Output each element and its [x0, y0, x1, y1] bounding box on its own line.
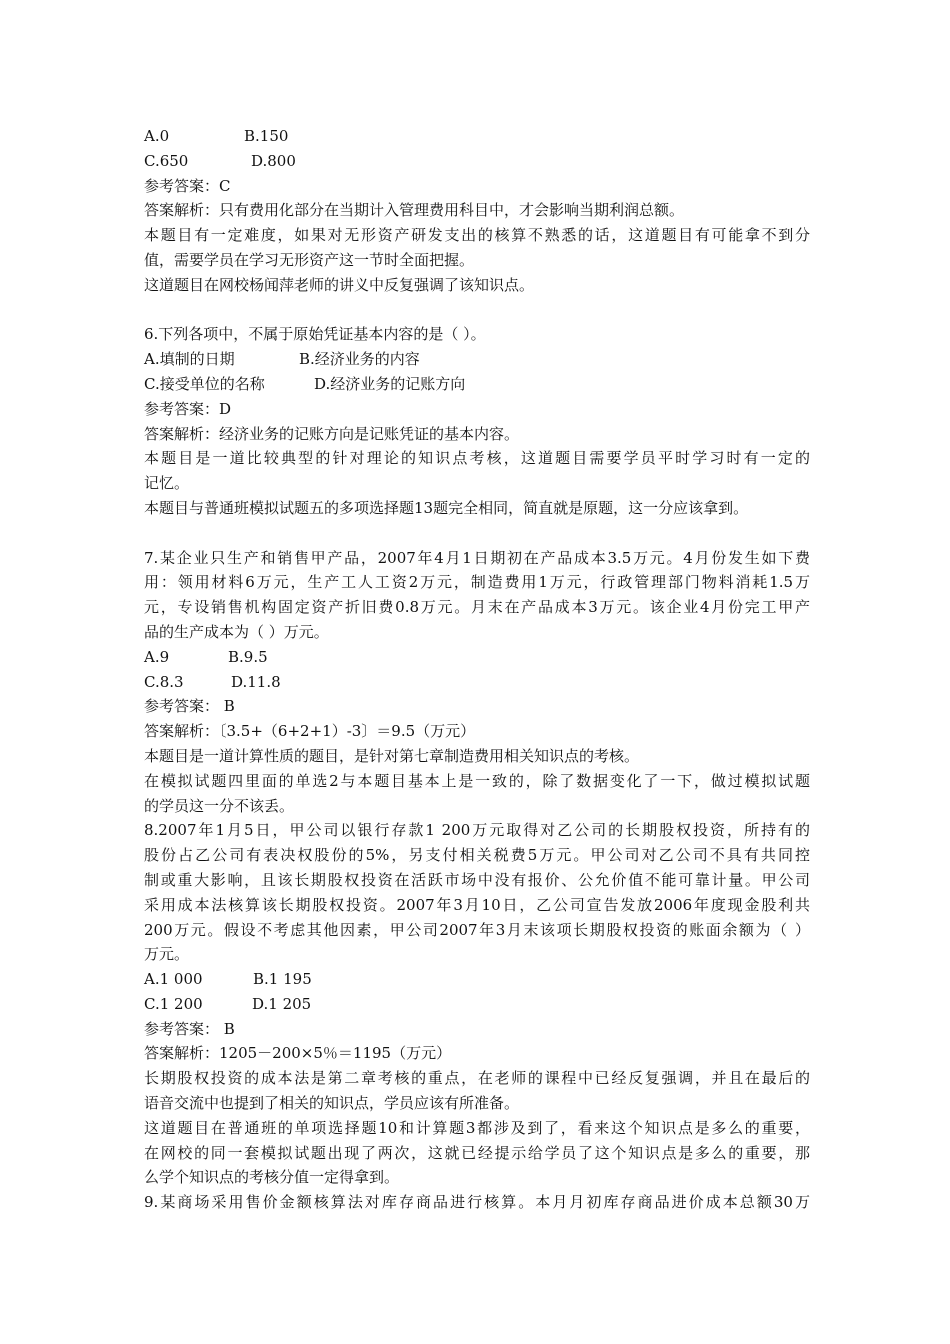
- q7-comment-2: 在模拟试题四里面的单选2与本题目基本上是一致的，除了数据变化了一下，做过模拟试题: [144, 771, 810, 790]
- q6-explanation: 答案解析：经济业务的记账方向是记账凭证的基本内容。: [144, 424, 520, 443]
- q7-stem-line-4: 品的生产成本为（ ）万元。: [144, 622, 329, 641]
- q7-stem-line-1: 7.某企业只生产和销售甲产品，2007年4月1日期初在产品成本3.5万元。4月份发生如下费: [144, 548, 810, 567]
- q5-options-row-1: [144, 124, 810, 149]
- q6-answer: 参考答案：D: [144, 399, 232, 418]
- q8-options-row-2: [144, 992, 810, 1017]
- q5-option-d: D.800: [251, 151, 296, 170]
- q6-comment-2: 本题目与普通班模拟试题五的多项选择题13题完全相同，简直就是原题，这一分应该拿到。: [144, 498, 749, 517]
- q6-stem: 6.下列各项中，不属于原始凭证基本内容的是（ ）。: [144, 325, 486, 344]
- q6-options-row-2: [144, 372, 810, 397]
- q7-option-b: B.9.5: [228, 647, 268, 666]
- q8-stem-line-6: 万元。: [144, 945, 190, 964]
- q7-explanation: 答案解析：〔3.5+（6+2+1）-3〕＝9.5（万元）: [144, 722, 476, 741]
- q7-stem-line-2: 用：领用材料6万元，生产工人工资2万元，制造费用1万元，行政管理部门物料消耗1.5万: [144, 573, 810, 592]
- q7-comment-2-cont: 的学员这一分不该丢。: [144, 796, 295, 815]
- q7-option-d: D.11.8: [231, 672, 281, 691]
- q6-options-row-1: [144, 347, 810, 372]
- q8-stem-line-2: 股份占乙公司有表决权股份的5%，另支付相关税费5万元。甲公司对乙公司不具有共同控: [144, 846, 810, 865]
- q5-comment-1-cont: 值，需要学员在学习无形资产这一节时全面把握。: [144, 250, 475, 269]
- q7-option-c: C.8.3: [144, 672, 184, 691]
- q8-stem-line-3: 制或重大影响，且该长期股权投资在活跃市场中没有报价、公允价值不能可靠计量。甲公司: [144, 870, 810, 889]
- q6-comment-1-cont: 记忆。: [144, 474, 190, 493]
- q6-option-d: D.经济业务的记账方向: [314, 374, 466, 393]
- q7-option-a: A.9: [144, 647, 170, 666]
- q8-options-row-1: [144, 967, 810, 992]
- q8-answer: 参考答案： B: [144, 1019, 235, 1038]
- q6-comment-1: 本题目是一道比较典型的针对理论的知识点考核，这道题目需要学员平时学习时有一定的: [144, 449, 810, 468]
- q5-comment-1: 本题目有一定难度，如果对无形资产研发支出的核算不熟悉的话，这道题目有可能拿不到分: [144, 226, 810, 245]
- q6-option-a: A.填制的日期: [144, 350, 235, 369]
- q6-option-c: C.接受单位的名称: [144, 374, 265, 393]
- q7-answer: 参考答案： B: [144, 697, 235, 716]
- q8-comment-2: 这道题目在普通班的单项选择题10和计算题3都涉及到了，看来这个知识点是多么的重要，: [144, 1118, 810, 1137]
- q5-option-c: C.650: [144, 151, 189, 170]
- q7-options-row-2: [144, 670, 810, 695]
- q8-comment-1-cont: 语音交流中也提到了相关的知识点，学员应该有所准备。: [144, 1094, 520, 1113]
- q7-options-row-1: [144, 645, 810, 670]
- q5-explanation: 答案解析：只有费用化部分在当期计入管理费用科目中，才会影响当期利润总额。: [144, 201, 685, 220]
- q8-stem-line-5: 200万元。假设不考虑其他因素，甲公司2007年3月末该项长期股权投资的账面余额为（ ）: [144, 920, 810, 939]
- q8-stem-line-4: 采用成本法核算该长期股权投资。2007年3月10日，乙公司宣告发放2006年度现金股利共: [144, 895, 810, 914]
- q5-answer: 参考答案：C: [144, 176, 231, 195]
- q8-option-b: B.1 195: [253, 970, 312, 989]
- q5-comment-2: 这道题目在网校杨闻萍老师的讲义中反复强调了该知识点。: [144, 275, 535, 294]
- q6-option-b: B.经济业务的内容: [299, 350, 420, 369]
- q8-option-c: C.1 200: [144, 994, 203, 1013]
- q8-option-a: A.1 000: [144, 970, 203, 989]
- document-body: [144, 124, 810, 1215]
- q8-comment-2-line-2: 在网校的同一套模拟试题出现了两次，这就已经提示给学员了这个知识点是多么的重要，那: [144, 1143, 810, 1162]
- q5-option-a: A.0: [144, 127, 170, 145]
- q9-stem-line-1: 9.某商场采用售价金额核算法对库存商品进行核算。本月月初库存商品进价成本总额30万: [144, 1193, 810, 1212]
- q7-comment-1: 本题目是一道计算性质的题目，是针对第七章制造费用相关知识点的考核。: [144, 746, 640, 765]
- q8-explanation: 答案解析：1205－200×5％＝1195（万元）: [144, 1044, 452, 1063]
- q5-options-row-2: [144, 149, 810, 174]
- q5-option-b: B.150: [244, 127, 289, 145]
- q8-stem-line-1: 8.2007年1月5日，甲公司以银行存款1 200万元取得对乙公司的长期股权投资，所持有的: [144, 821, 810, 840]
- q8-option-d: D.1 205: [252, 994, 312, 1013]
- q8-comment-2-line-3: 么学个知识点的考核分值一定得拿到。: [144, 1168, 400, 1187]
- q7-stem-line-3: 元，专设销售机构固定资产折旧费0.8万元。月末在产品成本3万元。该企业4月份完工甲产: [144, 598, 810, 617]
- q8-comment-1: 长期股权投资的成本法是第二章考核的重点，在老师的课程中已经反复强调，并且在最后的: [144, 1069, 810, 1088]
